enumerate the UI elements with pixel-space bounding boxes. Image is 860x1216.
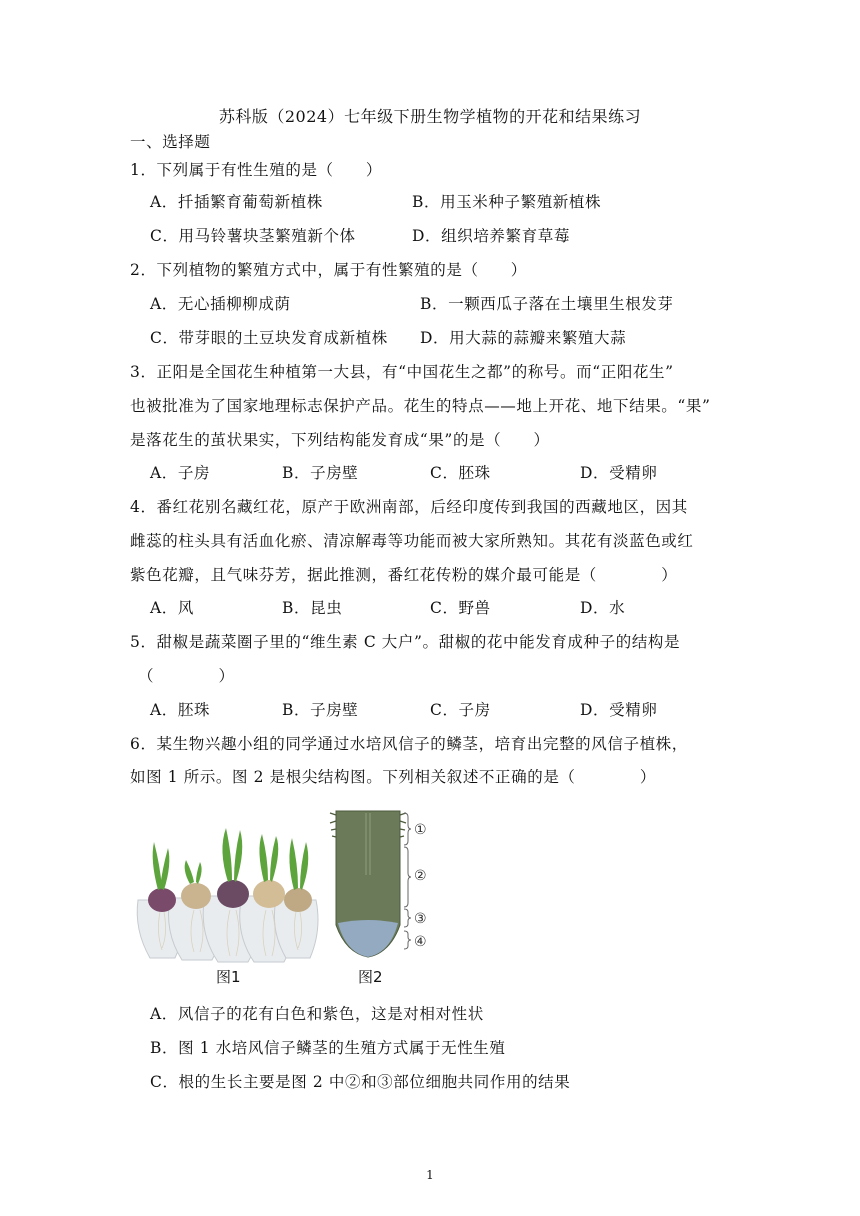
marker-4: ④ (414, 934, 427, 950)
question-1-stem: 1．下列属于有性生殖的是（ ） (130, 161, 382, 179)
marker-3: ③ (414, 911, 427, 927)
question-3-option-a: A．子房 (150, 464, 211, 482)
section-heading: 一、选择题 (130, 133, 211, 151)
question-4-option-d: D．水 (580, 599, 626, 617)
question-6-stem-line-2: 如图 1 所示。图 2 是根尖结构图。下列相关叙述不正确的是（ ） (130, 768, 657, 786)
question-5-stem-line-1: 5．甜椒是蔬菜圈子里的“维生素 C 大户”。甜椒的花中能发育成种子的结构是 (130, 633, 681, 651)
question-4-option-a: A．风 (150, 599, 194, 617)
question-2-option-d: D．用大蒜的蒜瓣来繁殖大蒜 (420, 329, 627, 347)
question-2-option-c: C．带芽眼的土豆块发育成新植株 (150, 329, 388, 347)
question-3-option-d: D．受精卵 (580, 464, 658, 482)
marker-2: ② (414, 868, 427, 884)
question-5-option-b: B．子房壁 (282, 701, 359, 719)
question-6-option-a: A．风信子的花有白色和紫色，这是对相对性状 (150, 1005, 484, 1023)
question-4-stem-line-2: 雌蕊的柱头具有活血化瘀、清凉解毒等功能而被大家所熟知。其花有淡蓝色或红 (130, 532, 694, 550)
question-1-option-b: B．用玉米种子繁殖新植株 (412, 193, 602, 211)
question-4-stem-line-3: 紫色花瓣，且气味芬芳，据此推测，番红花传粉的媒介最可能是（ ） (130, 566, 678, 584)
figure-1-caption: 图1 (216, 968, 241, 986)
page-title: 苏科版（2024）七年级下册生物学植物的开花和结果练习 (218, 107, 642, 126)
page-number: 1 (426, 1168, 434, 1182)
question-4-stem-line-1: 4．番红花别名藏红花，原产于欧洲南部，后经印度传到我国的西藏地区，因其 (130, 498, 688, 516)
question-1-option-a: A．扦插繁育葡萄新植株 (150, 193, 323, 211)
question-3-stem-line-3: 是落花生的茧状果实，下列结构能发育成“果”的是（ ） (130, 431, 550, 449)
question-4-option-b: B．昆虫 (282, 599, 343, 617)
question-1-option-c: C．用马铃薯块茎繁殖新个体 (150, 227, 356, 245)
question-5-option-c: C．子房 (430, 701, 491, 719)
figure-2-caption: 图2 (358, 968, 383, 986)
figure-1-hyacinth-bulbs (130, 820, 320, 965)
question-2-stem: 2．下列植物的繁殖方式中，属于有性繁殖的是（ ） (130, 261, 527, 279)
question-3-option-b: B．子房壁 (282, 464, 359, 482)
question-1-option-d: D．组织培养繁育草莓 (412, 227, 570, 245)
question-5-stem-line-2: （ ） (138, 667, 235, 685)
figure-2-root-tip (328, 805, 438, 965)
question-6-stem-line-1: 6．某生物兴趣小组的同学通过水培风信子的鳞茎，培育出完整的风信子植株， (130, 735, 688, 753)
question-3-stem-line-2: 也被批准为了国家地理标志保护产品。花生的特点——地上开花、地下结果。“果” (130, 397, 711, 415)
question-6-option-b: B．图 1 水培风信子鳞茎的生殖方式属于无性生殖 (150, 1039, 506, 1057)
question-5-option-d: D．受精卵 (580, 701, 658, 719)
question-3-option-c: C．胚珠 (430, 464, 491, 482)
question-6-option-c: C．根的生长主要是图 2 中②和③部位细胞共同作用的结果 (150, 1073, 571, 1091)
question-3-stem-line-1: 3．正阳是全国花生种植第一大县，有“中国花生之都”的称号。而“正阳花生” (130, 363, 674, 381)
question-2-option-b: B．一颗西瓜子落在土壤里生根发芽 (420, 295, 674, 313)
question-4-option-c: C．野兽 (430, 599, 491, 617)
question-5-option-a: A．胚珠 (150, 701, 211, 719)
marker-1: ① (414, 822, 427, 838)
question-2-option-a: A．无心插柳柳成荫 (150, 295, 291, 313)
